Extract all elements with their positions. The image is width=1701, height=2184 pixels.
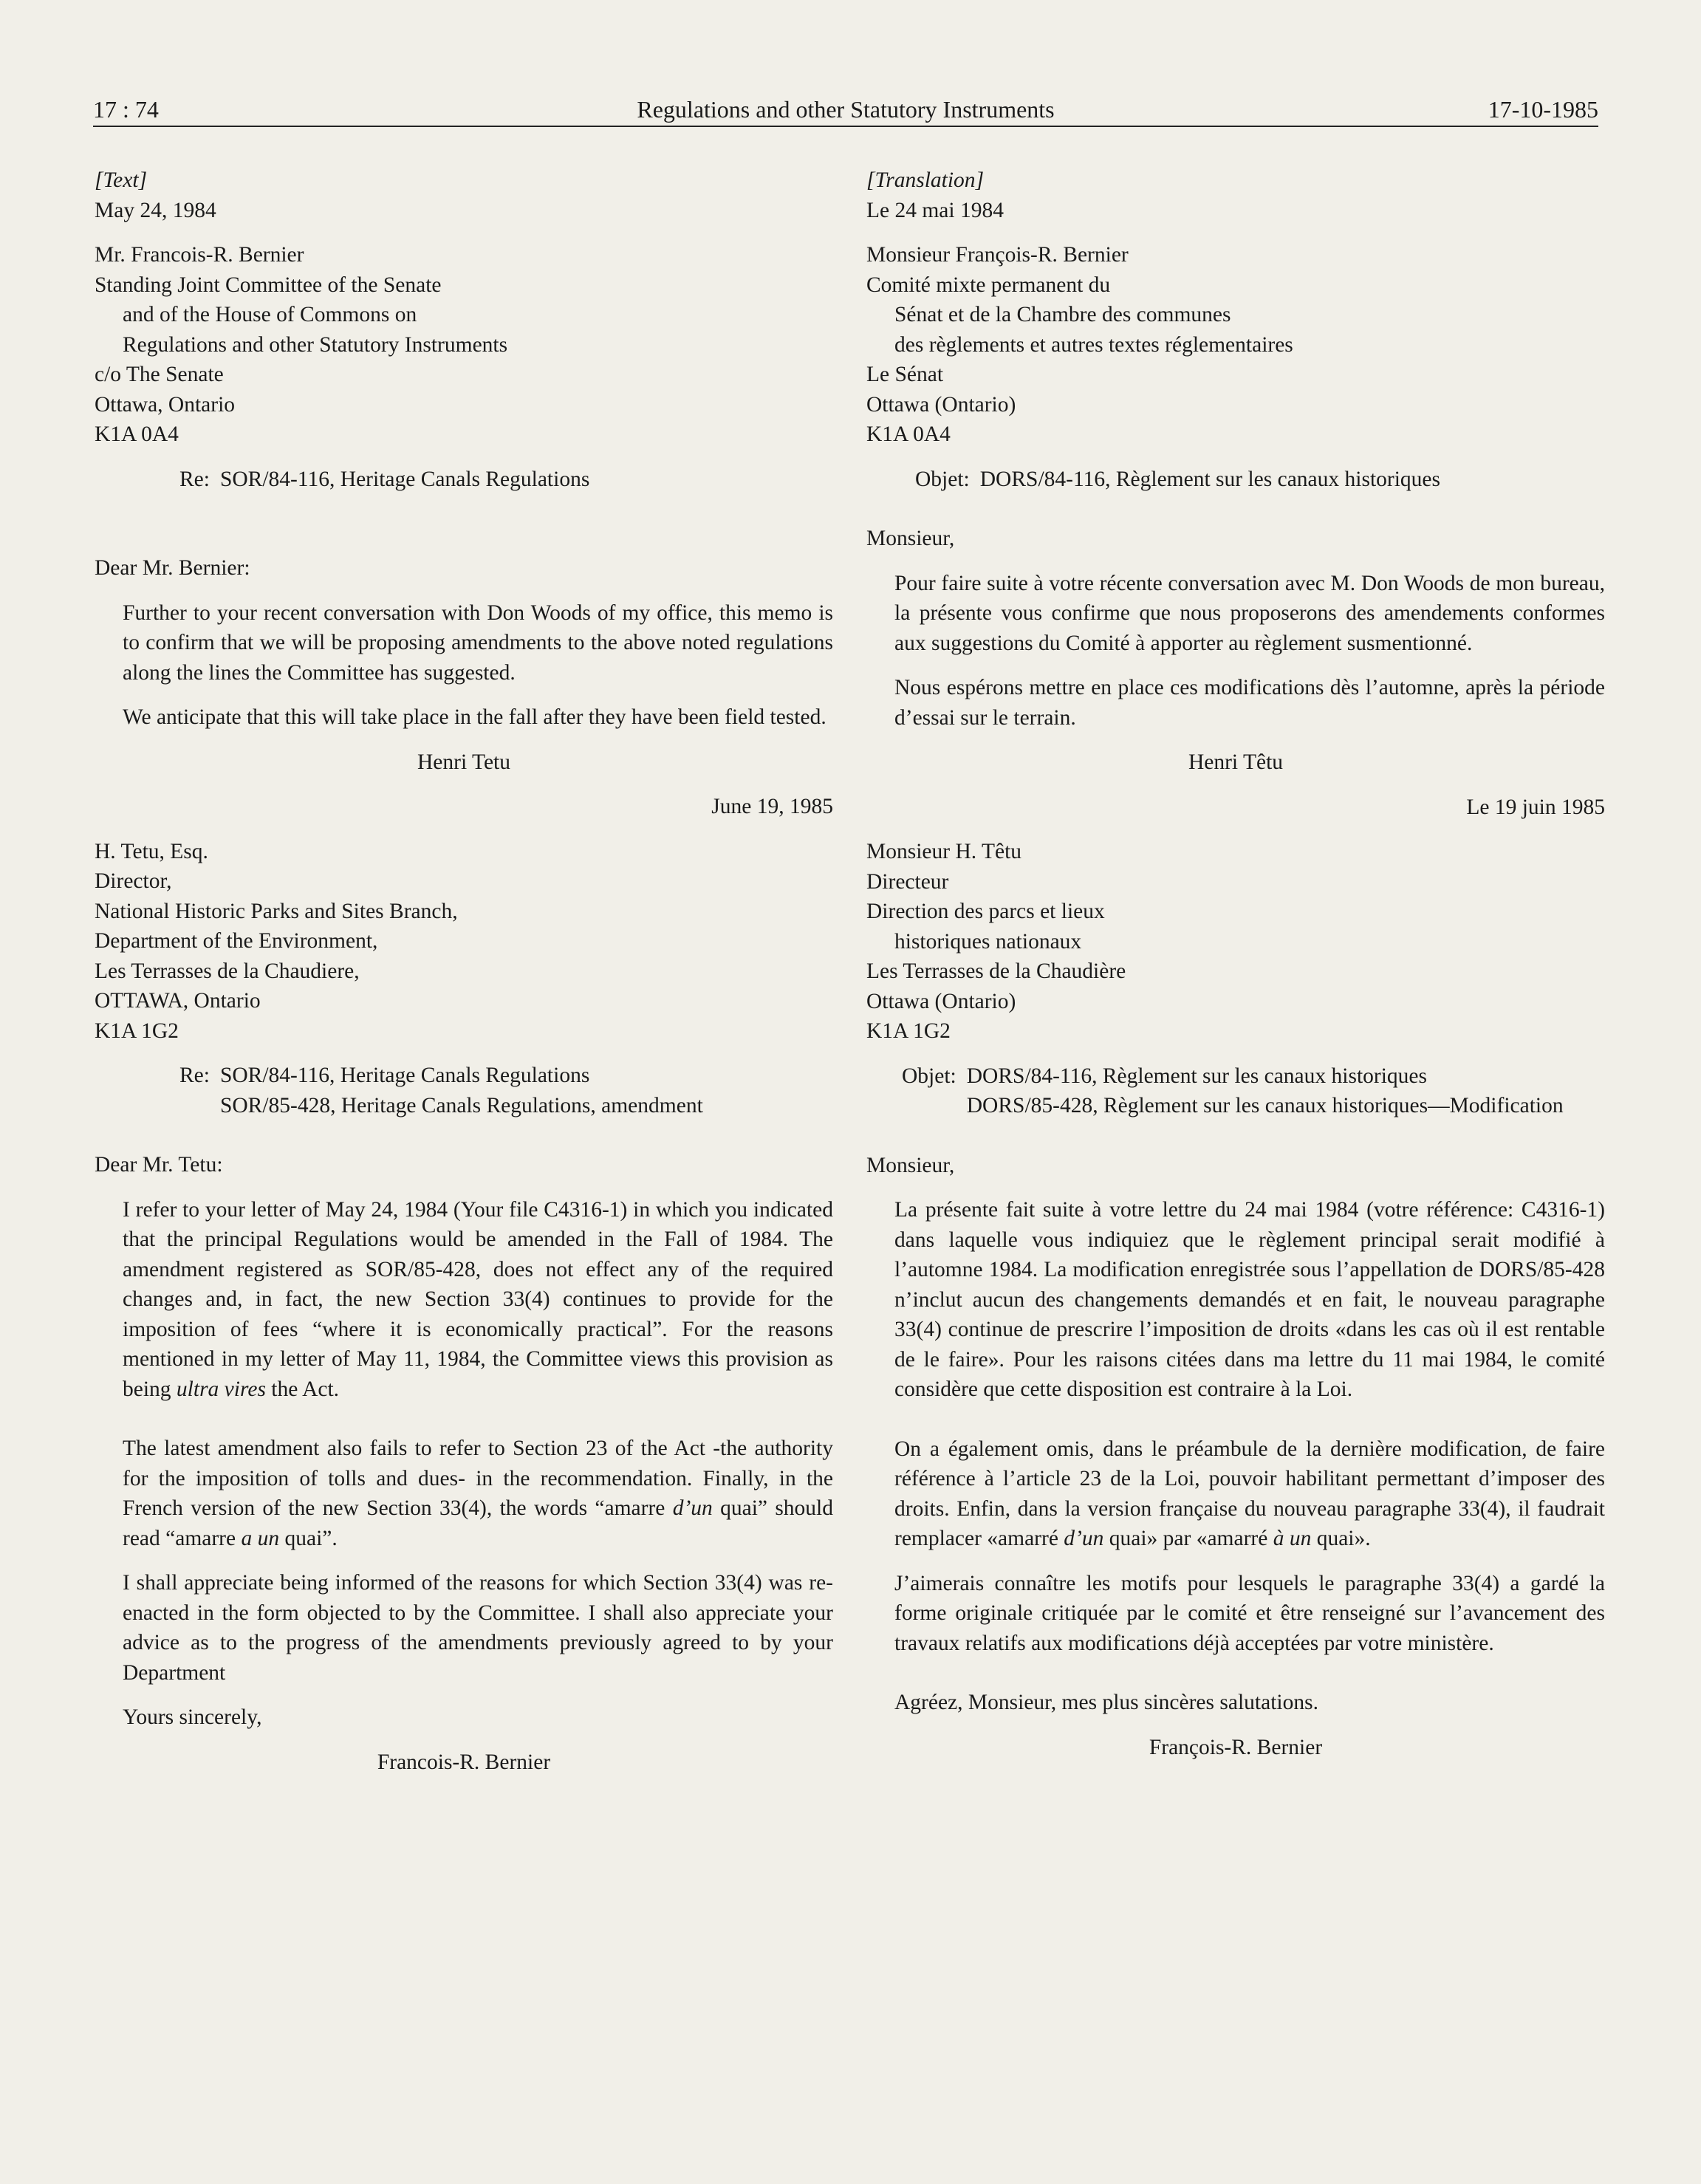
address-line: Department of the Environment, — [95, 929, 378, 953]
subject-label: Re: — [179, 467, 210, 491]
address-line: Le Sénat — [866, 363, 944, 386]
address-line: Regulations and other Statutory Instruments — [123, 332, 508, 357]
letter1-paragraph: Nous espérons mettre en place ces modifications dès l’automne, après la période d’essai sur le terrain. — [894, 676, 1605, 730]
letter1-salutation: Monsieur, — [866, 527, 955, 550]
address-line: Director, — [95, 869, 172, 893]
letter2-date: Le 19 juin 1985 — [1466, 795, 1605, 819]
italic-run: d’un — [1064, 1527, 1104, 1550]
letter1-paragraph: We anticipate that this will take place in the fall after they have been field tested. — [123, 705, 826, 729]
letter2-address — [866, 837, 1605, 1047]
subject-text — [220, 1061, 833, 1120]
section-tag-text: Translation — [875, 168, 976, 192]
letter2-subject — [866, 1061, 1605, 1121]
address-line: Monsieur H. Têtu — [866, 840, 1022, 863]
text-run: quai” should read “amarre — [123, 1496, 833, 1550]
letter2-paragraph — [95, 1195, 833, 1405]
address-line: Sénat et de la Chambre des communes — [894, 303, 1231, 326]
address-line: OTTAWA, Ontario — [95, 989, 261, 1013]
italic-run: d’un — [672, 1496, 713, 1520]
subject-text: SOR/84-116, Heritage Canals Regulations — [219, 467, 590, 491]
section-tag: [Text] — [95, 168, 148, 192]
letter2-closing: Yours sincerely, — [123, 1705, 262, 1729]
text-run: quai» par «amarré — [1103, 1527, 1273, 1550]
letter1-address — [866, 240, 1605, 450]
page-number: 17 : 74 — [93, 96, 159, 123]
address-line: Ottawa (Ontario) — [866, 392, 1016, 417]
subject-line: SOR/84-116, Heritage Canals Regulations — [219, 1064, 590, 1087]
section-tag: [Translation] — [866, 168, 985, 192]
letter2-signature: Francois-R. Bernier — [377, 1750, 551, 1774]
address-line: K1A 1G2 — [95, 1019, 179, 1043]
letter2-paragraph: J’aimerais connaître les motifs pour lesquels le paragraphe 33(4) a gardé la forme originale critiquée par le comité et être renseigné sur l’avancement des travaux relatifs aux modifications déjà acceptées par votre ministère. — [894, 1571, 1605, 1655]
address-line: des règlements et autres textes réglementaires — [894, 332, 1293, 357]
italic-run: a un — [241, 1526, 280, 1550]
address-line: Ottawa, Ontario — [95, 392, 236, 417]
publication-title: Regulations and other Statutory Instruments — [637, 96, 1055, 123]
letter2-paragraph — [866, 1434, 1605, 1554]
letter1-address — [95, 240, 833, 450]
letter1-paragraph: Pour faire suite à votre récente conversation avec M. Don Woods de mon bureau, la présente vous confirme que nous proposerons des amendements conformes aux suggestions du Comité à apporter au règlement susmentionné. — [894, 571, 1605, 655]
letter2-salutation: Monsieur, — [866, 1153, 955, 1177]
text-run: the Act. — [265, 1377, 340, 1401]
subject-label: Objet: — [915, 467, 970, 491]
text-run: quai». — [1311, 1527, 1371, 1550]
letter1-subject — [866, 465, 1605, 495]
letter2-signature: François-R. Bernier — [1149, 1735, 1323, 1759]
text-run: On a également omis, dans le préambule de la dernière modification, de faire référence à l’article 23 de la Loi, pouvoir habilitant permettant d’imposer des droits. Enfin, dans la version française du nouveau paragraphe 33(4), il faudrait remplacer «amarré — [894, 1437, 1605, 1550]
address-line: Ottawa (Ontario) — [866, 989, 1016, 1013]
address-line: K1A 0A4 — [866, 422, 951, 446]
subject-label: Objet: — [902, 1064, 956, 1088]
text-run: quai”. — [279, 1526, 338, 1550]
address-line: Standing Joint Committee of the Senate — [95, 273, 442, 297]
italic-run: ultra vires — [176, 1377, 266, 1401]
section-tag-text: Text — [103, 168, 139, 192]
letter1-paragraph: Further to your recent conversation with Don Woods of my office, this memo is to confirm that we will be proposing amendments to the above noted regulations along the lines the Committee has suggested. — [123, 600, 833, 685]
italic-run: à un — [1273, 1527, 1312, 1550]
address-line: Les Terrasses de la Chaudière — [866, 959, 1126, 983]
address-line: Comité mixte permanent du — [866, 273, 1111, 297]
address-line: historiques nationaux — [894, 929, 1082, 954]
subject-text — [967, 1061, 1605, 1121]
address-line: Les Terrasses de la Chaudiere, — [95, 959, 360, 983]
issue-date: 17-10-1985 — [1488, 96, 1598, 123]
letter2-address — [95, 837, 833, 1047]
address-line: Monsieur François-R. Bernier — [866, 243, 1129, 267]
letter1-signature: Henri Têtu — [1188, 750, 1284, 774]
letter1-subject — [95, 465, 833, 495]
letter2-paragraph — [95, 1434, 833, 1553]
address-line: H. Tetu, Esq. — [95, 839, 208, 863]
running-header — [93, 93, 1598, 127]
letter2-date: June 19, 1985 — [711, 795, 833, 818]
address-line: K1A 1G2 — [866, 1019, 951, 1043]
text-run: I refer to your letter of May 24, 1984 (Your file C4316-1) in which you indicated that the principal Regulations would be amended in the Fall of 1984. The amendment registered as SOR/85-428, does not effect any of the required changes and, in fact, the new Section 33(4) continues to provide for the imposition of fees “where it is economically practical”. For the reasons mentioned in my letter of May 11, 1984, the Committee views this provision as being — [123, 1197, 833, 1401]
letter2-closing: Agréez, Monsieur, mes plus sincères salutations. — [894, 1691, 1318, 1714]
subject-line: DORS/84-116, Règlement sur les canaux historiques — [966, 1064, 1427, 1088]
address-line: Direction des parcs et lieux — [866, 900, 1105, 923]
letter2-paragraph: I shall appreciate being informed of the reasons for which Section 33(4) was re-enacted in the form objected to by the Committee. I shall also appreciate your advice as to the progress of the amendments previously agreed to by your Department — [123, 1571, 833, 1685]
address-line: Directeur — [866, 869, 949, 894]
letter2-salutation: Dear Mr. Tetu: — [95, 1153, 223, 1177]
address-line: c/o The Senate — [95, 363, 224, 386]
subject-line: DORS/85-428, Règlement sur les canaux historiques—Modification — [966, 1094, 1564, 1117]
address-line: Mr. Francois-R. Bernier — [95, 243, 304, 267]
letter1-salutation: Dear Mr. Bernier: — [95, 556, 250, 580]
letter1-date: May 24, 1984 — [95, 198, 216, 222]
letter1-signature: Henri Tetu — [417, 750, 510, 774]
subject-label: Re: — [179, 1064, 210, 1087]
subject-line: SOR/85-428, Heritage Canals Regulations, amendment — [219, 1093, 703, 1117]
address-line: K1A 0A4 — [95, 422, 179, 446]
address-line: and of the House of Commons on — [123, 303, 417, 326]
english-column — [95, 165, 833, 1777]
letter2-paragraph: La présente fait suite à votre lettre du 24 mai 1984 (votre référence: C4316-1) dans laquelle vous indiquiez que le règlement principal serait modifié à l’automne 1984. La modification enregistrée sous l’appellation de DORS/85-428 n’inclut aucun des changements demandés et en fait, le nouveau paragraphe 33(4) continue de prescrire l’imposition de droits «dans les cas où il est rentable de le faire». Pour les raisons citées dans ma lettre du 11 mai 1984, le comité considère que cette disposition est contraire à la Loi. — [894, 1198, 1605, 1401]
letter1-date: Le 24 mai 1984 — [866, 198, 1004, 222]
subject-text: DORS/84-116, Règlement sur les canaux historiques — [979, 467, 1440, 491]
address-line: National Historic Parks and Sites Branch, — [95, 899, 458, 923]
text-run: The latest amendment also fails to refer to Section 23 of the Act -the authority for the imposition of tolls and dues- in the recommendation. Finally, in the French version of the new Section 33(4), the words “amarre — [123, 1437, 833, 1520]
french-column — [866, 165, 1605, 1762]
letter2-subject — [95, 1061, 833, 1120]
